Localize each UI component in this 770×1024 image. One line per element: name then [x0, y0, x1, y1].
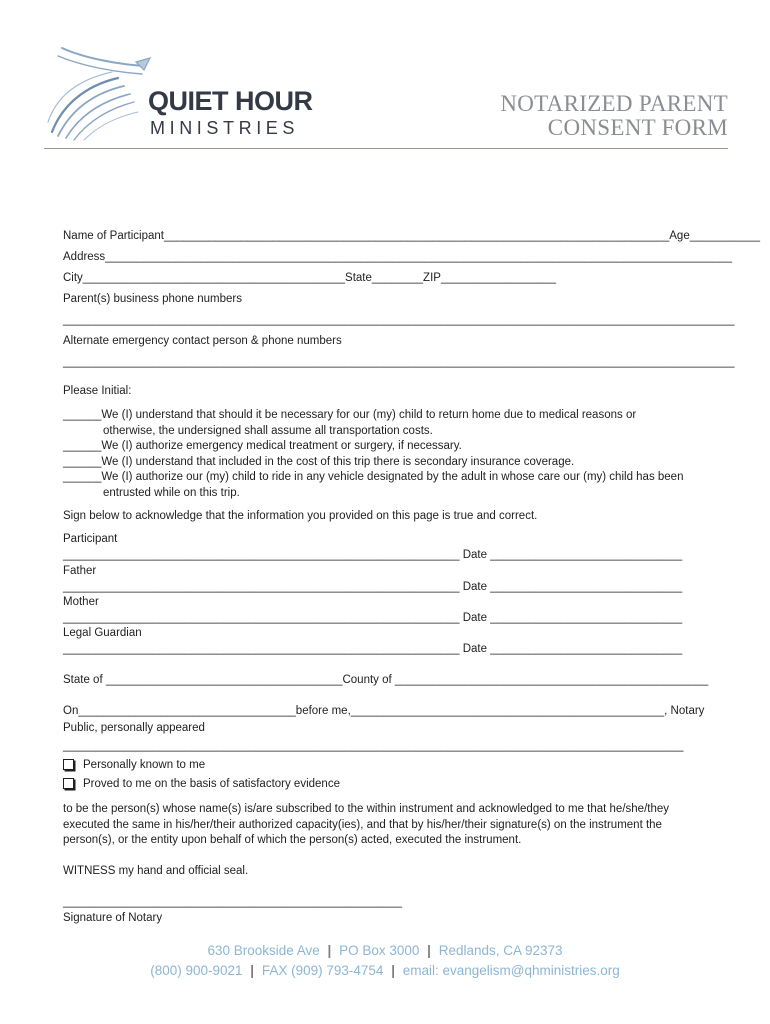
witness-text: WITNESS my hand and official seal. — [63, 865, 249, 877]
city-state-zip-field[interactable]: City_________________________________________State________ZIP__________________ — [63, 272, 557, 284]
statement-line-2: executed the same in his/her/their authorized capacity(ies), and that by his/her/their signature(s) on the instrument the — [63, 819, 662, 831]
footer-email: email: evangelism@qhministries.org — [402, 963, 620, 978]
initial-statement-3[interactable]: ______We (I) understand that included in the cost of this trip there is secondary insurance coverage. — [63, 456, 575, 468]
personally-known-label: Personally known to me — [83, 759, 206, 771]
mother-label: Mother — [63, 596, 99, 608]
alt-contact-label: Alternate emergency contact person & phone numbers — [63, 335, 342, 347]
logo-swoosh-icon — [44, 36, 154, 146]
father-signature-line[interactable]: ______________________________________________________________ Date ______________________________ — [63, 581, 683, 593]
footer-po-box: PO Box 3000 — [339, 943, 420, 958]
guardian-label: Legal Guardian — [63, 627, 142, 639]
appeared-name-field[interactable]: _________________________________________________________________________________________________ — [63, 740, 684, 752]
participant-name-field[interactable]: Name of Participant_______________________________________________________________________________Age___________ — [63, 230, 761, 242]
document-title — [500, 92, 728, 140]
initial-statement-1[interactable]: ______We (I) understand that should it be necessary for our (my) child to return home due to medical reasons or — [63, 409, 637, 421]
initial-statement-4-cont: entrusted while on this trip. — [103, 487, 240, 499]
footer-separator: | — [391, 963, 395, 978]
footer-separator: | — [327, 943, 332, 958]
father-label: Father — [63, 565, 97, 577]
footer-contact-line — [0, 963, 770, 978]
personally-known-checkbox[interactable] — [63, 759, 74, 770]
notary-date-field[interactable]: On__________________________________before me,_________________________________________________, Notary — [63, 705, 705, 717]
footer-address-line — [0, 943, 770, 958]
participant-signature-line[interactable]: ______________________________________________________________ Date ______________________________ — [63, 549, 683, 561]
title-line-1: NOTARIZED PARENT — [500, 91, 728, 116]
footer-separator: | — [427, 943, 431, 958]
footer-phone: (800) 900-9021 — [150, 963, 243, 978]
footer-fax: FAX (909) 793-4754 — [261, 963, 384, 978]
notary-signature-line[interactable]: _____________________________________________________ — [63, 896, 402, 908]
parent-phone-field[interactable]: _________________________________________________________________________________________________________ — [63, 314, 735, 326]
notary-signature-label: Signature of Notary — [63, 912, 163, 924]
initial-statement-2[interactable]: ______We (I) authorize emergency medical treatment or surgery, if necessary. — [63, 440, 462, 452]
public-appeared-text: Public, personally appeared — [63, 722, 205, 734]
address-field[interactable]: Address__________________________________________________________________________________________________ — [63, 251, 732, 263]
participant-label: Participant — [63, 533, 118, 545]
initial-statement-4[interactable]: ______We (I) authorize our (my) child to ride in any vehicle designated by the adult in whose care our (my) child has been — [63, 471, 684, 483]
proved-evidence-checkbox[interactable] — [63, 778, 74, 789]
acknowledge-text: Sign below to acknowledge that the information you provided on this page is true and correct. — [63, 510, 538, 522]
header-divider — [44, 148, 728, 149]
footer-street: 630 Brookside Ave — [207, 943, 320, 958]
mother-signature-line[interactable]: ______________________________________________________________ Date ______________________________ — [63, 612, 683, 624]
logo-text-ministries: MINISTRIES — [150, 118, 300, 138]
quiet-hour-logo — [44, 36, 314, 146]
statement-line-1: to be the person(s) whose name(s) is/are subscribed to the within instrument and acknowledged to me that he/she/they — [63, 803, 669, 815]
logo-text-quiet-hour: QUIET HOUR — [148, 86, 313, 116]
parent-phone-label: Parent(s) business phone numbers — [63, 293, 242, 305]
title-line-2: CONSENT FORM — [547, 115, 728, 140]
footer-separator: | — [250, 963, 255, 978]
initial-heading: Please Initial: — [63, 385, 132, 397]
footer-city: Redlands, CA 92373 — [438, 943, 563, 958]
state-county-field[interactable]: State of _____________________________________County of _________________________________________________ — [63, 674, 709, 686]
proved-evidence-label: Proved to me on the basis of satisfactory evidence — [83, 778, 340, 790]
alt-contact-field[interactable]: _________________________________________________________________________________________________________ — [63, 356, 735, 368]
initial-statement-1-cont: otherwise, the undersigned shall assume all transportation costs. — [103, 425, 433, 437]
statement-line-3: person(s), or the entity upon behalf of which the person(s) acted, executed the instrument. — [63, 834, 522, 846]
guardian-signature-line[interactable]: ______________________________________________________________ Date ______________________________ — [63, 643, 683, 655]
